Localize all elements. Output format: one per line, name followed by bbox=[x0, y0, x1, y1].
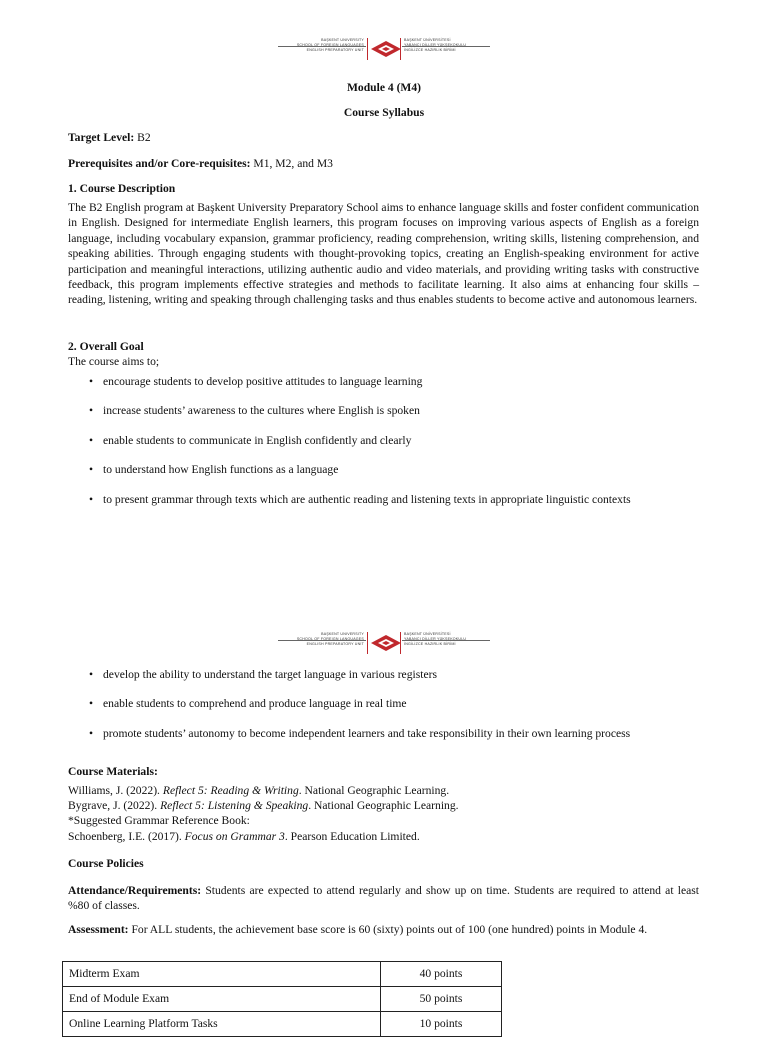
assessment-label: Assessment: bbox=[68, 923, 129, 936]
material-reference bbox=[68, 783, 699, 798]
attendance-label: Attendance/Requirements: bbox=[68, 884, 202, 897]
reference-title: Focus on Grammar 3 bbox=[184, 830, 285, 843]
bullet-icon: • bbox=[89, 493, 94, 506]
table-cell-item: End of Module Exam bbox=[63, 987, 381, 1012]
university-emblem-icon bbox=[371, 635, 401, 651]
course-policies-heading: Course Policies bbox=[68, 857, 144, 870]
list-item-text: enable students to comprehend and produce language in real time bbox=[103, 697, 407, 710]
reference-author: Bygrave, J. (2022). bbox=[68, 799, 161, 812]
material-reference bbox=[68, 829, 699, 844]
header-left-line: BAŞKENT UNIVERSITY bbox=[321, 632, 364, 636]
university-header-logo bbox=[278, 38, 490, 64]
prerequisites-label: Prerequisites and/or Core-requisites: bbox=[68, 157, 251, 170]
bullet-icon: • bbox=[89, 463, 94, 476]
bullet-icon: • bbox=[89, 375, 94, 388]
bullet-icon: • bbox=[89, 697, 94, 710]
header-right-line: İNGİLİZCE HAZIRLIK BİRİMİ bbox=[404, 641, 456, 646]
reference-author: Schoenberg, I.E. (2017). bbox=[68, 830, 185, 843]
header-right-line: YABANCI DİLLER YÜKSEKOKULU bbox=[404, 636, 467, 641]
assessment-paragraph bbox=[68, 922, 699, 937]
overall-goal-intro: The course aims to; bbox=[68, 355, 160, 368]
reference-title: Reflect 5: Reading & Writing bbox=[162, 784, 299, 797]
table-row bbox=[63, 962, 502, 987]
bullet-icon: • bbox=[89, 434, 94, 447]
list-item-text: increase students’ awareness to the cultures where English is spoken bbox=[103, 404, 420, 417]
target-level bbox=[68, 130, 699, 145]
table-row bbox=[63, 1012, 502, 1037]
header-right-line: BAŞKENT ÜNİVERSİTESİ bbox=[404, 632, 451, 636]
reference-publisher: . National Geographic Learning. bbox=[298, 784, 450, 797]
header-left-line: BAŞKENT UNIVERSITY bbox=[321, 38, 364, 42]
table-row bbox=[63, 987, 502, 1012]
reference-author: Williams, J. (2022). bbox=[68, 784, 163, 797]
header-right-text bbox=[404, 632, 490, 646]
list-item-text: encourage students to develop positive attitudes to language learning bbox=[103, 375, 423, 388]
university-header-logo bbox=[278, 632, 490, 658]
header-left-line: SCHOOL OF FOREIGN LANGUAGES bbox=[296, 636, 364, 641]
prerequisites bbox=[68, 156, 699, 171]
attendance-paragraph bbox=[68, 883, 699, 914]
list-item-text: enable students to communicate in English confidently and clearly bbox=[103, 434, 412, 447]
table-cell-item: Online Learning Platform Tasks bbox=[63, 1012, 381, 1037]
header-right-text bbox=[404, 38, 490, 52]
prerequisites-value: M1, M2, and M3 bbox=[250, 157, 333, 170]
syllabus-subtitle: Course Syllabus bbox=[343, 106, 425, 119]
list-item-text: to present grammar through texts which are authentic reading and listening texts in appropriate linguistic contexts bbox=[103, 493, 631, 506]
header-left-line: ENGLISH PREPARATORY UNIT bbox=[306, 47, 364, 52]
table-cell-points: 50 points bbox=[381, 987, 502, 1012]
header-right-line: YABANCI DİLLER YÜKSEKOKULU bbox=[404, 42, 467, 47]
course-materials-heading: Course Materials: bbox=[68, 765, 158, 778]
list-item-text: develop the ability to understand the target language in various registers bbox=[103, 668, 437, 681]
target-level-value: B2 bbox=[134, 131, 151, 144]
table-cell-points: 40 points bbox=[381, 962, 502, 987]
header-left-line: ENGLISH PREPARATORY UNIT bbox=[306, 641, 364, 646]
list-item-text: to understand how English functions as a language bbox=[103, 463, 339, 476]
attendance-text: Students are expected to attend regularly and show up on time. Students are required to attend at least %80 of classes. bbox=[68, 884, 699, 913]
target-level-label: Target Level: bbox=[68, 131, 135, 144]
table-cell-points: 10 points bbox=[381, 1012, 502, 1037]
header-right-line: BAŞKENT ÜNİVERSİTESİ bbox=[404, 38, 451, 42]
bullet-icon: • bbox=[89, 668, 94, 681]
assessment-text: For ALL students, the achievement base score is 60 (sixty) points out of 100 (one hundred) points in Module 4. bbox=[128, 923, 648, 936]
grading-table bbox=[62, 961, 502, 1037]
university-emblem-icon bbox=[371, 41, 401, 57]
reference-publisher: . Pearson Education Limited. bbox=[284, 830, 420, 843]
course-description-body: The B2 English program at Başkent University Preparatory School aims to enhance language skills and foster confident communication in English. Designed for intermediate English learners, this program focuses on improving various aspects of English as a foreign language, including vocabulary expansion, grammar proficiency, reading comprehension, writing skills, listening comprehension, and speaking abilities. Through engaging students with thought-provoking topics, creating an English-speaking environment for active participation and meaningful interactions, utilizing authentic audio and video materials, and providing writing tasks with constructive feedback, this program implements effective strategies and methods to facilitate learning. It also aims at enhancing four skills – reading, listening, writing and speaking through challenging tasks and thus enables students to become active and autonomous learners. bbox=[68, 201, 699, 307]
bullet-icon: • bbox=[89, 404, 94, 417]
material-reference bbox=[68, 798, 699, 813]
course-description-heading: 1. Course Description bbox=[68, 182, 176, 195]
reference-title: Reflect 5: Listening & Speaking bbox=[160, 799, 309, 812]
bullet-icon: • bbox=[89, 727, 94, 740]
module-title: Module 4 (M4) bbox=[346, 81, 422, 94]
header-right-line: İNGİLİZCE HAZIRLIK BİRİMİ bbox=[404, 47, 456, 52]
reference-publisher: . National Geographic Learning. bbox=[308, 799, 459, 812]
overall-goal-heading: 2. Overall Goal bbox=[68, 340, 144, 353]
table-cell-item: Midterm Exam bbox=[63, 962, 381, 987]
suggested-reference-label: *Suggested Grammar Reference Book: bbox=[68, 814, 250, 827]
list-item-text: promote students’ autonomy to become independent learners and take responsibility in their own learning process bbox=[103, 727, 631, 740]
header-left-line: SCHOOL OF FOREIGN LANGUAGES bbox=[296, 42, 364, 47]
